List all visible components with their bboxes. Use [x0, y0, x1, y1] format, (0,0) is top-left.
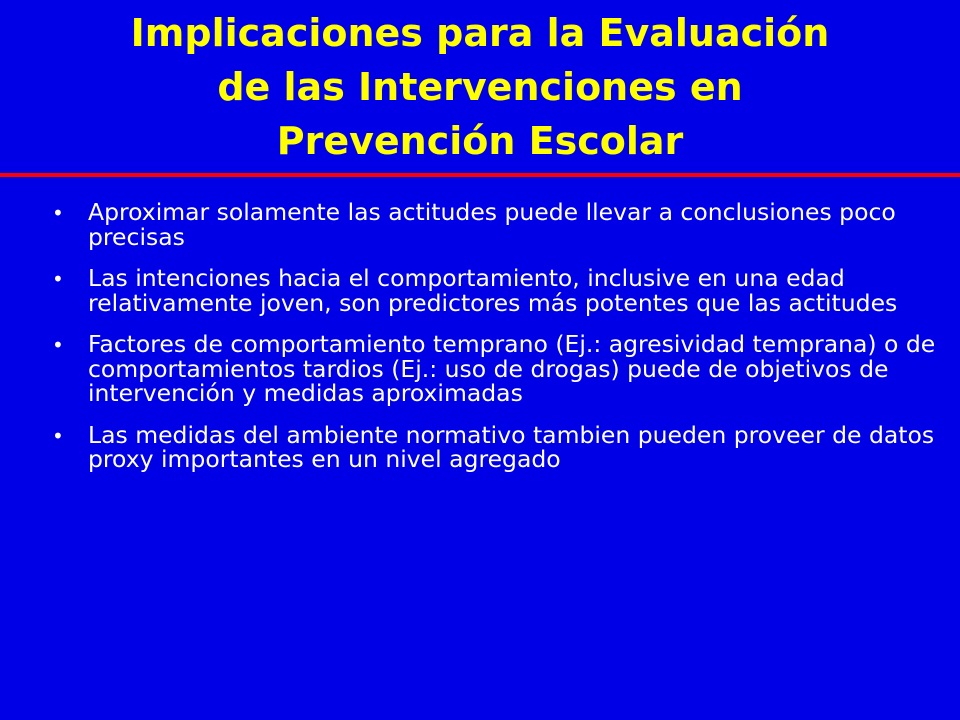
slide-title-line-3: Prevención Escolar — [276, 119, 684, 163]
bullet-dot-icon: • — [52, 423, 64, 448]
bullet-item-3 — [52, 332, 952, 406]
bullet-item-2 — [52, 266, 952, 315]
bullet-list — [52, 200, 952, 489]
bullet-item-4 — [52, 420, 952, 473]
bullet-dot-icon: • — [52, 267, 64, 291]
bullet-dot-icon: • — [52, 201, 64, 225]
bullet-text-1: Aproximar solamente las actitudes puede llevar a conclusiones poco precisas — [88, 198, 896, 251]
bullet-text-2: Las intenciones hacia el comportamiento, inclusive en una edad relativamente joven, son predictores más potentes que las actitudes — [88, 264, 898, 317]
bullet-item-1 — [52, 200, 952, 249]
title-divider — [0, 173, 960, 177]
bullet-text-4: Las medidas del ambiente normativo tambien pueden proveer de datos proxy importantes en un nivel agregado — [88, 420, 935, 473]
slide-title-line-2: de las Intervenciones en — [217, 65, 743, 109]
slide-title — [20, 6, 940, 168]
bullet-text-3: Factores de comportamiento temprano (Ej.: agresividad temprana) o de comportamientos tardios (Ej.: uso de drogas) puede de objetivos de intervención y medidas aproximadas — [88, 330, 936, 407]
bullet-dot-icon: • — [52, 333, 64, 357]
slide-title-line-1: Implicaciones para la Evaluación — [130, 11, 830, 55]
